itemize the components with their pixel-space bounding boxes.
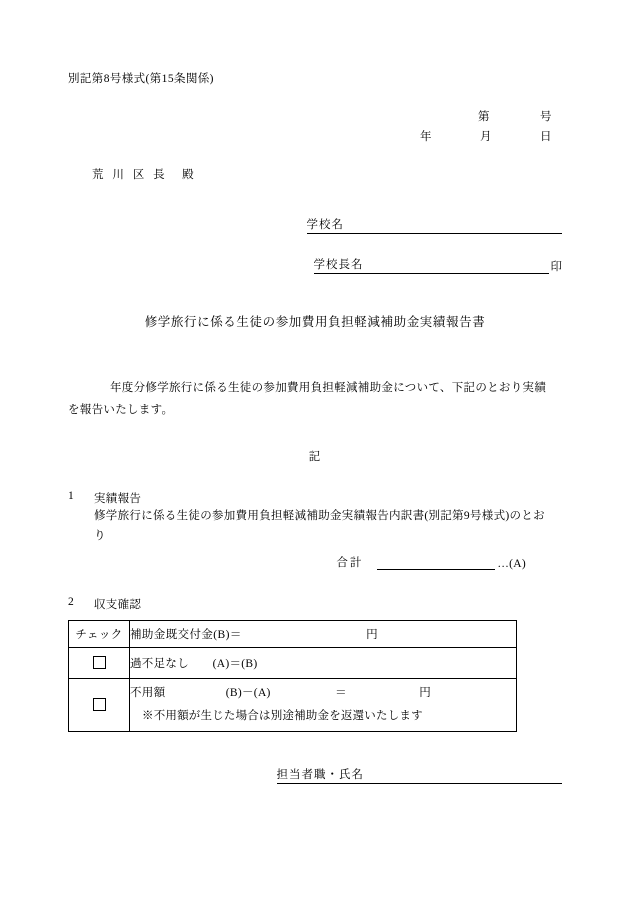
- body-paragraph: [68, 378, 562, 422]
- balance-table: [68, 620, 517, 732]
- school-fields: [68, 216, 562, 274]
- document-number-suffix: 号: [540, 111, 552, 123]
- total-suffix: …(A): [497, 557, 526, 570]
- table-header-row: [69, 620, 517, 647]
- document-body: [68, 70, 562, 784]
- table-row: [69, 647, 517, 678]
- checkbox-no-difference[interactable]: [93, 656, 106, 669]
- section-1-subtext: [94, 506, 562, 546]
- principal-name-row: [68, 256, 562, 274]
- section-1-number: 1: [68, 489, 75, 502]
- form-code: 別記第8号様式(第15条関係): [68, 73, 214, 85]
- school-name-row: [68, 216, 562, 234]
- total-row: [68, 554, 562, 570]
- principal-name-input[interactable]: [364, 260, 549, 274]
- contact-person-row: [68, 766, 562, 784]
- grant-amount-unit: 円: [366, 628, 378, 641]
- school-name-label: 学校名: [307, 216, 345, 234]
- ki-mark: 記: [308, 450, 322, 463]
- section-1-subtext-line1: 修学旅行に係る生徒の参加費用負担軽減補助金実績報告内訳書(別記第9号様式)のとお: [94, 509, 545, 522]
- document-number-prefix: 第: [478, 111, 490, 123]
- table-header-check: チェック: [69, 620, 130, 647]
- section-2-heading: 収支確認: [94, 598, 142, 611]
- unused-amount-note: ※不用額が生じた場合は別途補助金を返還いたします: [142, 709, 423, 722]
- school-name-input[interactable]: [344, 220, 562, 234]
- row-text-unused-amount: [130, 678, 517, 731]
- section-performance-report: [68, 490, 562, 570]
- document-date-row: [68, 128, 562, 144]
- unused-amount-formula-line: [130, 682, 516, 705]
- checkbox-cell-no-difference[interactable]: [69, 647, 130, 678]
- contact-person-label: 担当者職・氏名: [277, 766, 365, 784]
- checkbox-cell-unused-amount[interactable]: [69, 678, 130, 731]
- section-balance-confirmation: [68, 596, 562, 732]
- seal-mark: 印: [550, 261, 562, 273]
- page-title: 修学旅行に係る生徒の参加費用負担軽減補助金実績報告書: [144, 315, 486, 329]
- unused-amount-equals: ＝: [335, 686, 347, 699]
- checkbox-unused-amount[interactable]: [93, 698, 106, 711]
- principal-name-label: 学校長名: [314, 256, 364, 274]
- contact-person-input[interactable]: [364, 770, 562, 784]
- body-paragraph-line2: を報告いたします。: [68, 403, 174, 416]
- section-1-heading: 実績報告: [94, 492, 142, 505]
- section-2-heading-row: [68, 596, 562, 612]
- row-text-no-difference: 過不足なし (A)＝(B): [130, 647, 517, 678]
- date-year-label: 年: [420, 131, 432, 143]
- document-number-row: [68, 108, 562, 124]
- section-1-subtext-line2: り: [94, 529, 106, 542]
- unused-amount-label: 不用額: [130, 686, 166, 699]
- table-header-grant: [130, 620, 517, 647]
- body-paragraph-line1: 年度分修学旅行に係る生徒の参加費用負担軽減補助金について、下記のとおり実績: [110, 382, 547, 394]
- addressee: 荒 川 区 長 殿: [92, 169, 197, 181]
- total-amount-input[interactable]: [377, 556, 495, 570]
- unused-amount-formula: (B)－(A): [225, 686, 271, 699]
- section-1-heading-row: [68, 490, 562, 506]
- total-label: 合計: [336, 556, 364, 569]
- date-month-label: 月: [480, 131, 492, 143]
- section-2-number: 2: [68, 595, 75, 608]
- grant-amount-label: 補助金既交付金(B)＝: [130, 628, 242, 641]
- unused-amount-unit: 円: [419, 686, 432, 699]
- date-day-label: 日: [540, 131, 552, 143]
- table-row: [69, 678, 517, 731]
- document-number-block: [68, 108, 562, 144]
